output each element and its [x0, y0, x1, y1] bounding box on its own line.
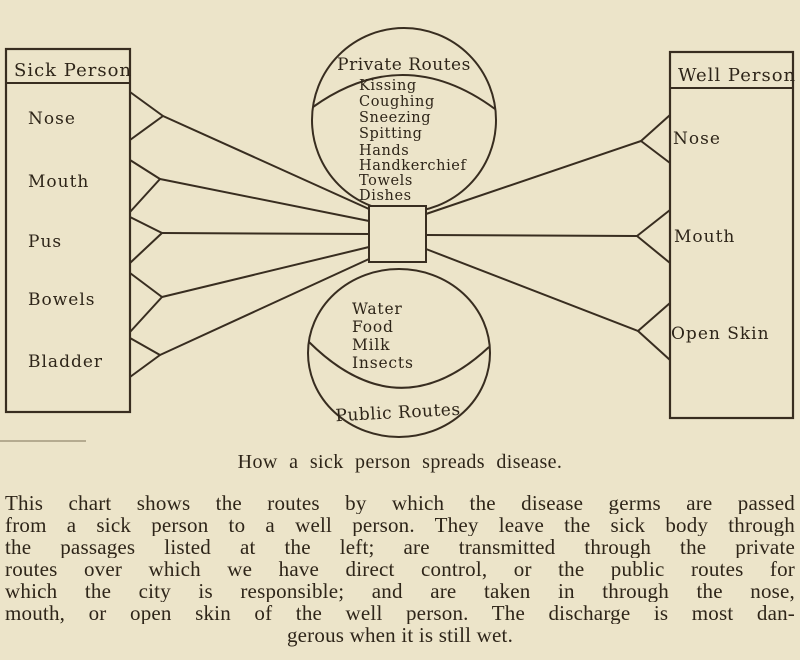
body-line-last: gerous when it is still wet. — [286, 623, 514, 647]
private-route-item-spitting: Spitting — [359, 126, 423, 142]
public-route-item-food: Food — [352, 318, 394, 336]
public-route-item-insects: Insects — [352, 354, 414, 372]
sick-person-box — [6, 49, 132, 412]
sick-connector-nose — [163, 116, 369, 209]
well-person-item-open-skin: Open Skin — [671, 324, 770, 344]
well-person-item-nose: Nose — [673, 129, 721, 149]
diagram-caption: How a sick person spreads disease. — [237, 451, 563, 473]
body-line: mouth, or open skin of the well person. The discharge is most dan- — [5, 602, 795, 624]
private-route-item-sneezing: Sneezing — [359, 110, 432, 126]
private-routes-list — [359, 78, 467, 204]
body-line: which the city is responsible; and are taken in through the nose, — [5, 580, 795, 602]
body-line: from a sick person to a well person. They leave the sick body through — [5, 514, 795, 536]
sick-fan-bladder — [130, 338, 160, 377]
well-person-fan-lines — [637, 115, 670, 360]
private-route-item-coughing: Coughing — [359, 94, 435, 110]
public-routes-title: Public Routes — [335, 399, 462, 427]
sick-person-item-bowels: Bowels — [28, 290, 96, 310]
body-line: the passages listed at the left; are transmitted through the private — [5, 536, 795, 558]
sick-fan-nose — [130, 92, 163, 140]
central-junction-box — [369, 206, 426, 262]
well-person-box — [670, 52, 796, 418]
sick-person-title: Sick Person — [14, 60, 133, 81]
sick-connector-bladder — [160, 259, 369, 355]
body-paragraph — [5, 492, 795, 646]
well-fan-nose — [641, 115, 670, 163]
sick-person-item-mouth: Mouth — [28, 172, 90, 192]
sick-person-item-nose: Nose — [28, 109, 76, 129]
sick-person-fan-lines — [130, 92, 163, 377]
sick-fan-pus — [130, 217, 162, 263]
well-connector-nose — [426, 141, 641, 214]
sick-person-item-pus: Pus — [28, 232, 63, 252]
well-fan-mouth — [637, 210, 670, 263]
public-route-item-milk: Milk — [352, 336, 391, 354]
sick-fan-mouth — [130, 160, 160, 212]
body-line: This chart shows the routes by which the disease germs are passed — [5, 492, 795, 514]
well-fan-open-skin — [638, 303, 670, 360]
well-person-item-mouth: Mouth — [674, 227, 736, 247]
sick-connector-pus — [162, 233, 369, 234]
private-route-item-towels: Towels — [359, 173, 413, 189]
private-route-item-dishes: Dishes — [359, 188, 412, 204]
public-route-item-water: Water — [352, 300, 403, 318]
private-route-item-hands: Hands — [359, 143, 410, 159]
well-person-title: Well Person — [678, 65, 797, 86]
sick-connector-lines — [160, 116, 369, 355]
public-routes-list — [352, 300, 414, 372]
sick-person-item-bladder: Bladder — [28, 352, 104, 372]
sick-fan-bowels — [130, 273, 162, 332]
sick-connector-mouth — [160, 179, 369, 221]
body-line: routes over which we have direct control, or the public routes for — [5, 558, 795, 580]
private-routes-title: Private Routes — [337, 55, 471, 75]
private-route-item-handkerchief: Handkerchief — [359, 158, 467, 174]
well-connector-mouth — [426, 235, 637, 236]
private-route-item-kissing: Kissing — [359, 78, 417, 94]
